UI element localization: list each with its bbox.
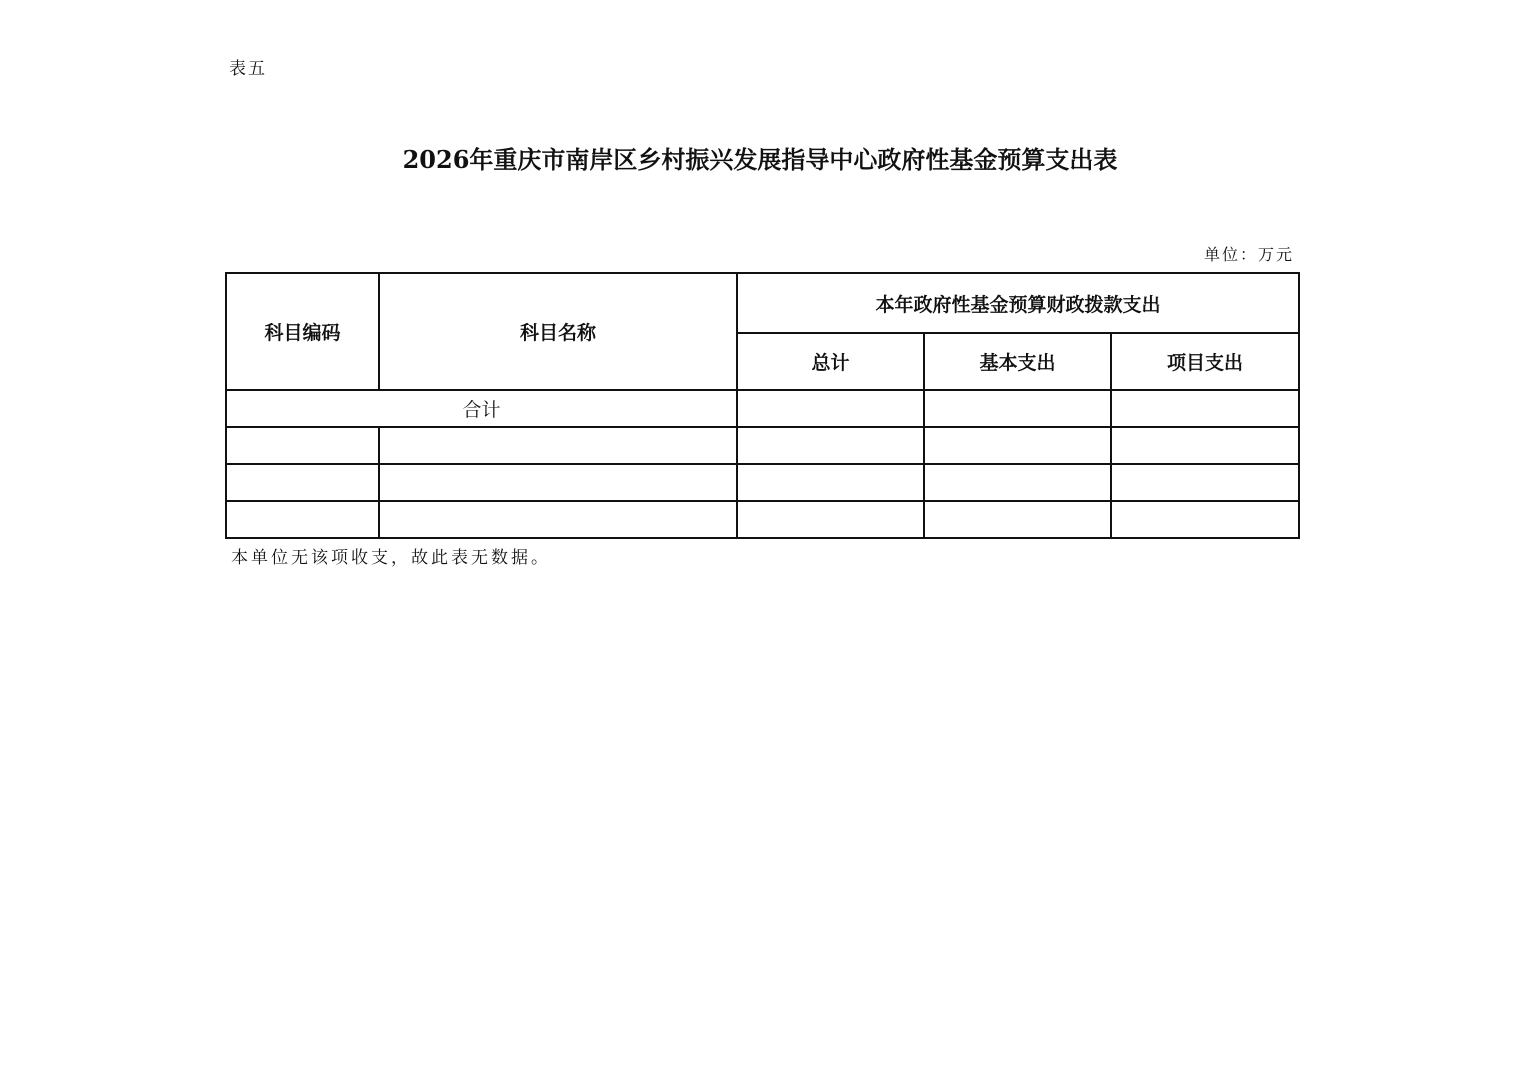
- row-total-cell: [737, 464, 924, 501]
- header-project-expenditure: 项目支出: [1111, 333, 1299, 390]
- total-row-project-cell: [1111, 390, 1299, 427]
- header-basic-expenditure: 基本支出: [924, 333, 1111, 390]
- header-subject-code: 科目编码: [226, 273, 379, 390]
- row-project-cell: [1111, 427, 1299, 464]
- header-subject-name: 科目名称: [379, 273, 737, 390]
- row-code-cell: [226, 464, 379, 501]
- header-fund-expenditure-group: 本年政府性基金预算财政拨款支出: [737, 273, 1299, 333]
- table-number-label: 表五: [229, 59, 267, 79]
- table-row: [226, 464, 1299, 501]
- row-basic-cell: [924, 501, 1111, 538]
- header-total: 总计: [737, 333, 924, 390]
- row-name-cell: [379, 464, 737, 501]
- row-total-cell: [737, 501, 924, 538]
- row-code-cell: [226, 427, 379, 464]
- total-row-label: 合计: [226, 390, 737, 427]
- no-data-note: 本单位无该项收支，故此表无数据。: [231, 548, 551, 568]
- row-code-cell: [226, 501, 379, 538]
- total-row-basic-cell: [924, 390, 1111, 427]
- table-row: [226, 427, 1299, 464]
- budget-expenditure-table: [225, 272, 1300, 539]
- row-name-cell: [379, 501, 737, 538]
- row-project-cell: [1111, 464, 1299, 501]
- row-basic-cell: [924, 464, 1111, 501]
- row-total-cell: [737, 427, 924, 464]
- row-basic-cell: [924, 427, 1111, 464]
- total-row-total-cell: [737, 390, 924, 427]
- unit-label: 单位：万元: [1203, 245, 1294, 264]
- document-title: 2026年重庆市南岸区乡村振兴发展指导中心政府性基金预算支出表: [402, 145, 1118, 174]
- row-name-cell: [379, 427, 737, 464]
- row-project-cell: [1111, 501, 1299, 538]
- table-row: [226, 501, 1299, 538]
- total-row: [226, 390, 1299, 427]
